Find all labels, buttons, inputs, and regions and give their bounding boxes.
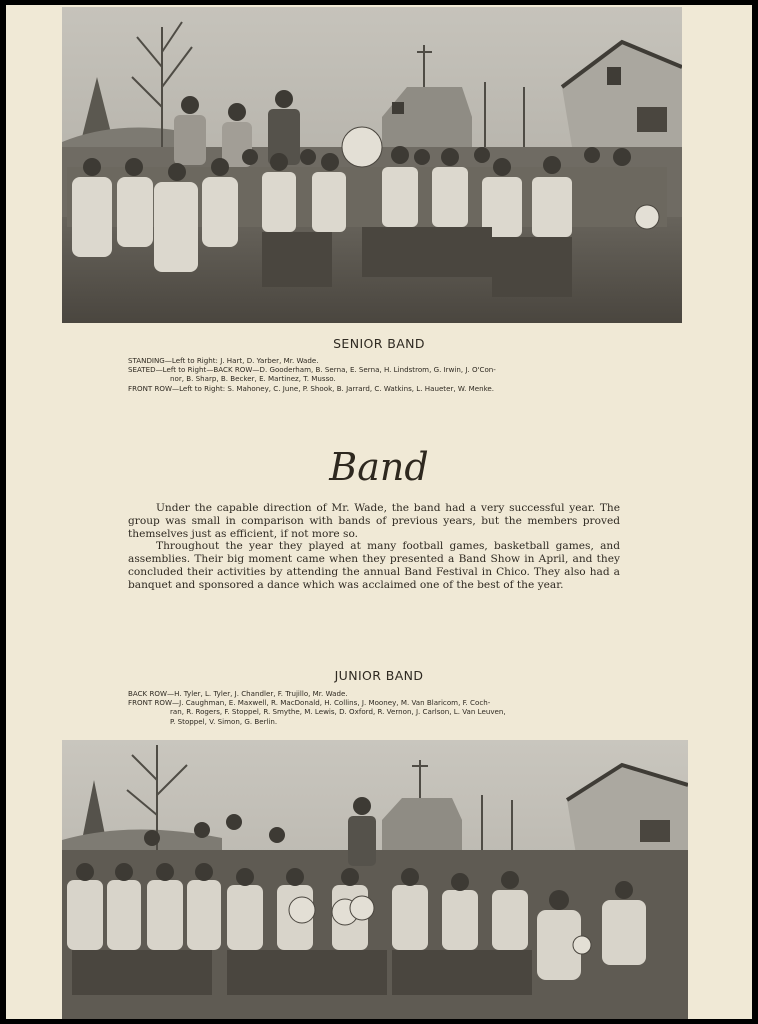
senior-seated-line-2-text: nor, B. Sharp, B. Becker, E. Martinez, T. Musso. (170, 374, 336, 384)
junior-front-row-line-2-text: ran, R. Rogers, F. Stoppel, R. Smythe, M. Lewis, D. Oxford, R. Vernon, J. Carlson, L. Van Leuven, (170, 707, 506, 717)
senior-band-heading: SENIOR BAND (333, 336, 425, 351)
senior-seated-line-1: SEATED—Left to Right—BACK ROW—D. Gooderham, B. Serna, E. Serna, H. Lindstrom, G. Irwin, J. O'Con- (128, 365, 496, 375)
junior-front-row-line-3-text: P. Stoppel, V. Simon, G. Berlin. (170, 716, 278, 726)
yearbook-page (6, 5, 752, 1019)
senior-front-row-line: FRONT ROW—Left to Right: S. Mahoney, C. June, P. Shook, B. Jarrard, C. Watkins, L. Haueter, W. Menke. (128, 383, 495, 393)
senior-band-caption (128, 356, 628, 393)
senior-band-photo (62, 7, 682, 323)
junior-band-photo (62, 740, 688, 1019)
senior-standing-line: STANDING—Left to Right: J. Hart, D. Yarber, Mr. Wade. (128, 356, 319, 365)
article-paragraph-1: Under the capable direction of Mr. Wade, the band had a very successful year. The group was small in comparison with bands of previous years, but the members proved themselves just as efficient, if not more so. (128, 502, 620, 540)
band-title: Band (329, 445, 429, 489)
senior-seated-line-2 (128, 374, 628, 383)
band-article (128, 502, 620, 592)
junior-front-row-line-3 (128, 717, 628, 726)
junior-back-row-line: BACK ROW—H. Tyler, L. Tyler, J. Chandler, F. Trujillo, Mr. Wade. (128, 689, 348, 698)
article-paragraph-2: Throughout the year they played at many football games, basketball games, and assemblies. Their big moment came when they presented a Band Show in April, and they concluded their activities by attending the annual Band Festival in Chico. They also had a banquet and sponsored a dance which was acclaimed one of the best of the year. (128, 540, 620, 591)
junior-band-heading: JUNIOR BAND (334, 668, 424, 683)
junior-front-row-line-2 (128, 707, 628, 716)
junior-front-row-line-1: FRONT ROW—J. Caughman, E. Maxwell, R. MacDonald, H. Collins, J. Mooney, M. Van Blaricom, F. Coch- (128, 698, 491, 708)
junior-band-caption (128, 689, 628, 726)
